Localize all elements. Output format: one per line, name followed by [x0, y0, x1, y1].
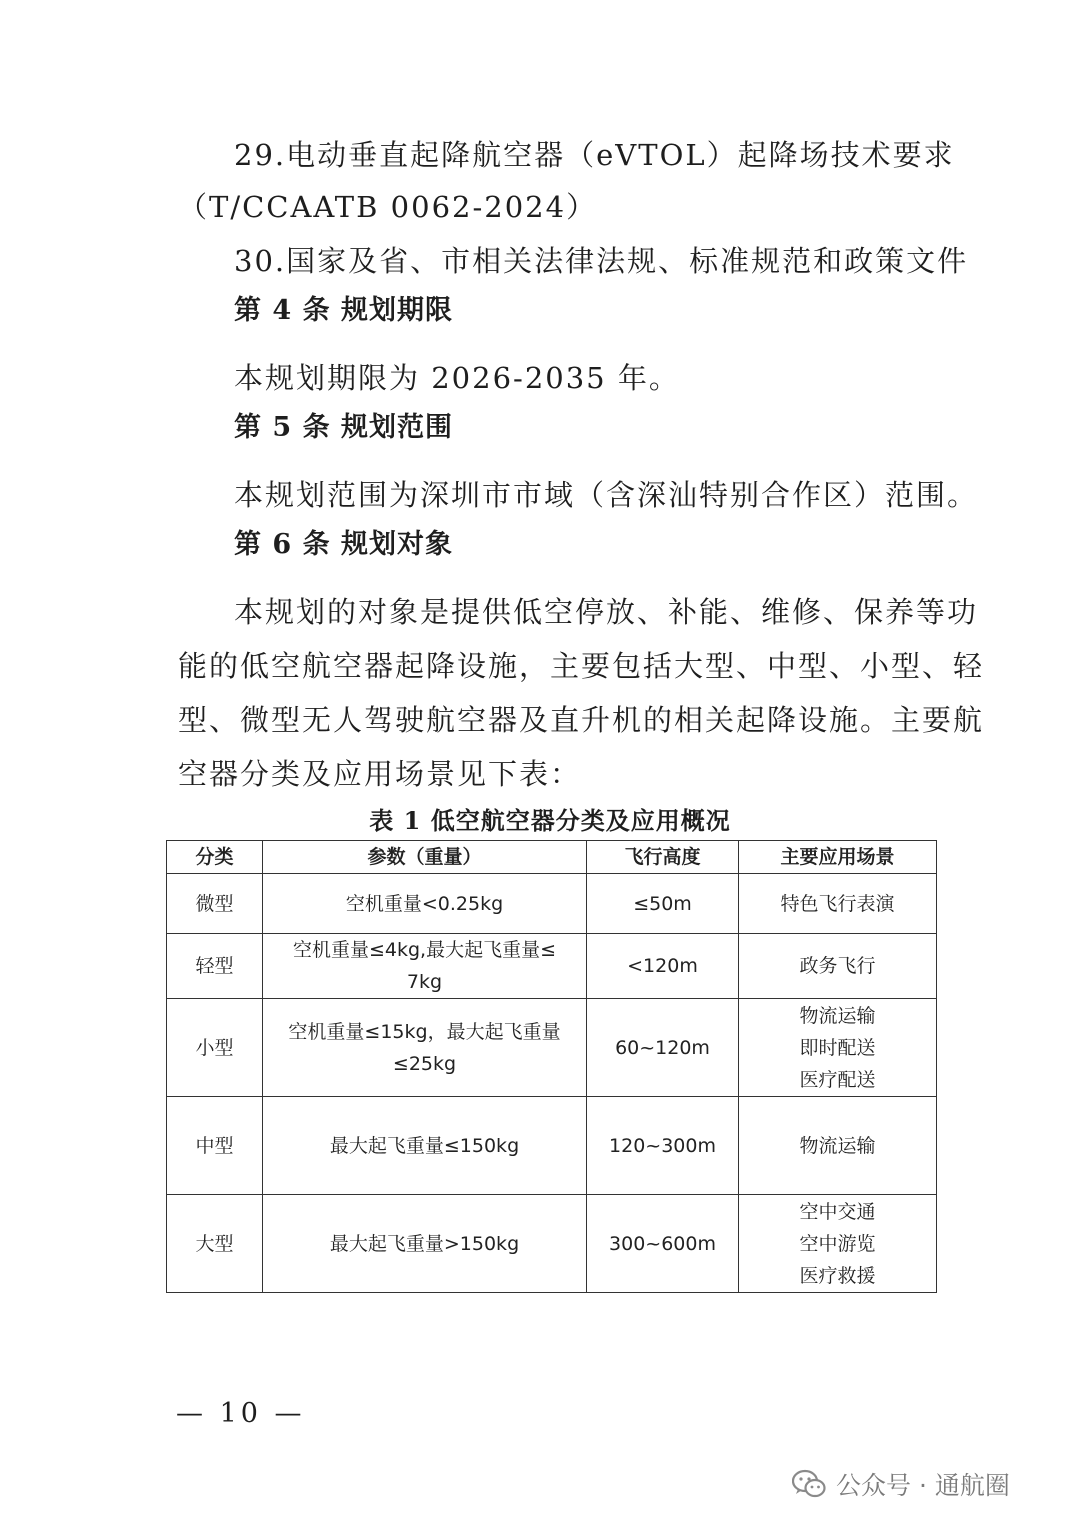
- scene-line: 空中交通: [799, 1200, 876, 1223]
- scene-line: 政务飞行: [799, 955, 876, 977]
- table-row: [167, 1097, 937, 1195]
- article-6-line-4: 空器分类及应用场景见下表：: [178, 757, 582, 791]
- cell-scenes: [739, 999, 937, 1097]
- cell-altitude: ≤50m: [587, 874, 739, 934]
- page-number: — 10 —: [176, 1398, 306, 1429]
- cell-category: 小型: [167, 999, 263, 1097]
- cell-scenes: [739, 934, 937, 999]
- cell-altitude: 60~120m: [587, 999, 739, 1097]
- cell-params: [263, 1097, 587, 1195]
- scene-line: 空中游览: [799, 1232, 876, 1255]
- cell-category: 轻型: [167, 934, 263, 999]
- table-title: 表 1 低空航空器分类及应用概况: [369, 806, 731, 835]
- cell-altitude: <120m: [587, 934, 739, 999]
- cell-scenes: [739, 1097, 937, 1195]
- param-line: 空机重量<0.25kg: [345, 892, 504, 915]
- ref-item-29-code: （T/CCAATB 0062-2024）: [178, 190, 598, 224]
- scene-line: 特色飞行表演: [780, 892, 895, 915]
- article-4-heading: 第 4 条 规划期限: [234, 295, 453, 326]
- aircraft-classification-table: [166, 840, 937, 1293]
- article-5-text: 本规划范围为深圳市市域（含深汕特别合作区）范围。: [234, 478, 979, 512]
- cell-params: [263, 1195, 587, 1293]
- article-6-line-2: 能的低空航空器起降设施，主要包括大型、中型、小型、轻: [178, 649, 985, 683]
- param-line: ≤25kg: [392, 1052, 457, 1075]
- table-row: [167, 1195, 937, 1293]
- header-params: 参数（重量）: [263, 841, 587, 874]
- cell-params: [263, 999, 587, 1097]
- table-header-row: [167, 841, 937, 874]
- param-line: 最大起飞重量>150kg: [329, 1232, 520, 1255]
- cell-category: 中型: [167, 1097, 263, 1195]
- cell-category: 大型: [167, 1195, 263, 1293]
- ref-item-30: 30.国家及省、市相关法律法规、标准规范和政策文件: [234, 244, 969, 278]
- cell-altitude: 120~300m: [587, 1097, 739, 1195]
- ref-item-29: 29.电动垂直起降航空器（eVTOL）起降场技术要求: [234, 138, 955, 172]
- scene-line: 物流运输: [799, 1134, 876, 1157]
- watermark: [792, 1466, 1010, 1502]
- wechat-icon: [792, 1469, 826, 1499]
- param-line: 空机重量≤15kg，最大起飞重量: [288, 1020, 561, 1043]
- scene-line: 物流运输: [799, 1004, 876, 1027]
- table-row: [167, 874, 937, 934]
- cell-params: [263, 934, 587, 999]
- header-scenes: 主要应用场景: [739, 841, 937, 874]
- scene-line: 医疗救援: [799, 1264, 876, 1287]
- scene-line: 即时配送: [799, 1036, 876, 1059]
- article-5-heading: 第 5 条 规划范围: [234, 412, 453, 443]
- table-row: [167, 934, 937, 999]
- header-altitude: 飞行高度: [587, 841, 739, 874]
- cell-scenes: [739, 1195, 937, 1293]
- param-line: 最大起飞重量≤150kg: [329, 1134, 520, 1157]
- scene-line: 医疗配送: [799, 1068, 876, 1091]
- table-row: [167, 999, 937, 1097]
- article-6-line-1: 本规划的对象是提供低空停放、补能、维修、保养等功: [234, 595, 979, 629]
- cell-category: 微型: [167, 874, 263, 934]
- param-line: 7kg: [406, 971, 443, 993]
- article-4-text: 本规划期限为 2026-2035 年。: [234, 361, 680, 395]
- cell-altitude: 300~600m: [587, 1195, 739, 1293]
- header-category: 分类: [167, 841, 263, 874]
- cell-scenes: [739, 874, 937, 934]
- article-6-heading: 第 6 条 规划对象: [234, 529, 453, 560]
- param-line: 空机重量≤4kg,最大起飞重量≤: [292, 939, 557, 961]
- cell-params: [263, 874, 587, 934]
- article-6-line-3: 型、微型无人驾驶航空器及直升机的相关起降设施。主要航: [178, 703, 985, 737]
- watermark-text: 公众号 · 通航圈: [836, 1471, 1010, 1500]
